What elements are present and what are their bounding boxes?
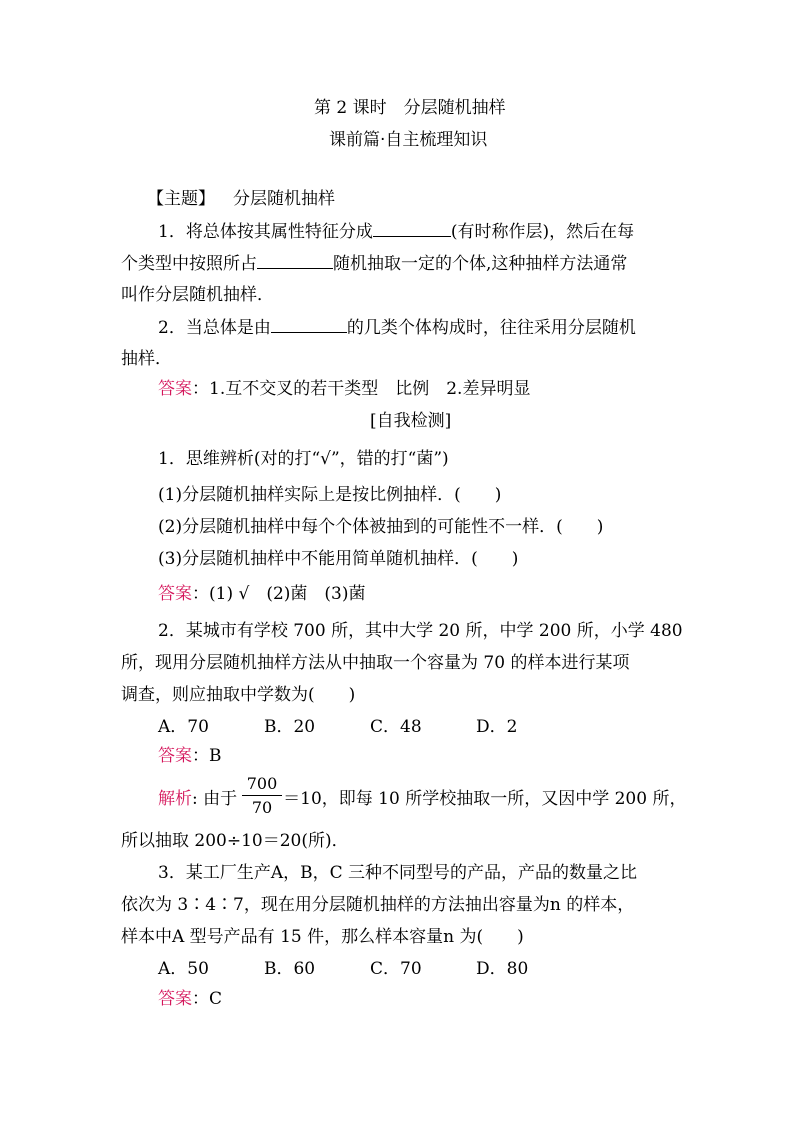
q1-item-2: (2)分层随机抽样中每个个体被抽到的可能性不一样．( ) xyxy=(158,517,604,537)
knowledge-text: (有时称作层)，然后在每 xyxy=(450,222,635,242)
knowledge-line-2 xyxy=(121,252,627,275)
q2-analysis-line-2: 所以抽取 200÷10＝20(所)． xyxy=(121,831,349,851)
answer-text: ：(1) √ (2)菌 (3)菌 xyxy=(192,584,366,604)
analysis-text: ＝10，即每 10 所学校抽取一所，又因中学 200 所， xyxy=(283,789,687,809)
fill-blank xyxy=(257,252,333,269)
fraction-denominator: 70 xyxy=(251,798,273,817)
knowledge-line-3: 叫作分层随机抽样． xyxy=(121,285,274,305)
q3-option-a: A．50 xyxy=(158,959,209,979)
knowledge-line-1 xyxy=(158,220,634,243)
page-title: 第 2 课时 分层随机抽样 xyxy=(314,98,506,118)
knowledge-line-4 xyxy=(158,316,636,339)
answer-text: ：B xyxy=(192,746,222,766)
page-subtitle: 课前篇·自主梳理知识 xyxy=(329,130,488,150)
topic-line xyxy=(147,188,335,210)
analysis-label: 解析 xyxy=(158,789,192,809)
q1-item-1: (1)分层随机抽样实际上是按比例抽样．( ) xyxy=(158,485,502,505)
fill-blank xyxy=(373,220,451,237)
q3-option-c: C．70 xyxy=(370,959,422,979)
knowledge-text: 1．将总体按其属性特征分成 xyxy=(158,222,373,242)
q2-analysis-line-1 xyxy=(158,788,686,810)
q3-answer xyxy=(158,988,222,1010)
q2-option-b: B．20 xyxy=(264,717,316,737)
knowledge-text: 个类型中按照所占 xyxy=(121,254,257,274)
q2-line-1: 2．某城市有学校 700 所，其中大学 20 所，中学 200 所，小学 480 xyxy=(158,621,683,641)
knowledge-answer xyxy=(158,378,530,400)
q3-line-3: 样本中A 型号产品有 15 件，那么样本容量n 为( ) xyxy=(121,927,524,947)
q2-line-2: 所，现用分层随机抽样方法从中抽取一个容量为 70 的样本进行某项 xyxy=(121,653,630,673)
topic-bracket: 【主题】 xyxy=(147,189,215,209)
self-check-heading: [自我检测] xyxy=(370,411,452,431)
fraction-numerator: 700 xyxy=(246,774,278,793)
fraction-700-over-70 xyxy=(242,774,282,817)
knowledge-text: 随机抽取一定的个体,这种抽样方法通常 xyxy=(333,254,628,274)
knowledge-line-5: 抽样． xyxy=(121,349,172,369)
q2-option-a: A．70 xyxy=(158,717,209,737)
answer-label: 答案 xyxy=(158,379,192,399)
q1-stem: 1．思维辨析(对的打“√”，错的打“菌”) xyxy=(158,449,449,469)
fill-blank xyxy=(271,316,347,333)
q1-item-3: (3)分层随机抽样中不能用简单随机抽样．( ) xyxy=(158,549,519,569)
q2-option-c: C．48 xyxy=(370,717,422,737)
answer-text: ：1.互不交叉的若干类型 比例 2.差异明显 xyxy=(192,379,531,399)
answer-label: 答案 xyxy=(158,746,192,766)
answer-label: 答案 xyxy=(158,989,192,1009)
knowledge-text: 2．当总体是由 xyxy=(158,318,271,338)
fraction-bar xyxy=(242,795,282,796)
knowledge-text: 的几类个体构成时，往往采用分层随机 xyxy=(346,318,636,338)
q3-line-1: 3．某工厂生产A，B，C 三种不同型号的产品，产品的数量之比 xyxy=(158,863,637,883)
q1-answer xyxy=(158,583,365,605)
q3-option-d: D．80 xyxy=(476,959,529,979)
topic-name: 分层随机抽样 xyxy=(233,189,335,209)
q2-answer xyxy=(158,745,222,767)
q2-option-d: D．2 xyxy=(476,717,518,737)
q3-line-2: 依次为 3∶4∶7，现在用分层随机抽样的方法抽出容量为n 的样本， xyxy=(121,895,635,915)
analysis-text: : 由于 xyxy=(192,789,238,809)
q2-line-3: 调查，则应抽取中学数为( ) xyxy=(121,685,356,705)
answer-label: 答案 xyxy=(158,584,192,604)
answer-text: ：C xyxy=(192,989,223,1009)
q3-option-b: B．60 xyxy=(264,959,316,979)
